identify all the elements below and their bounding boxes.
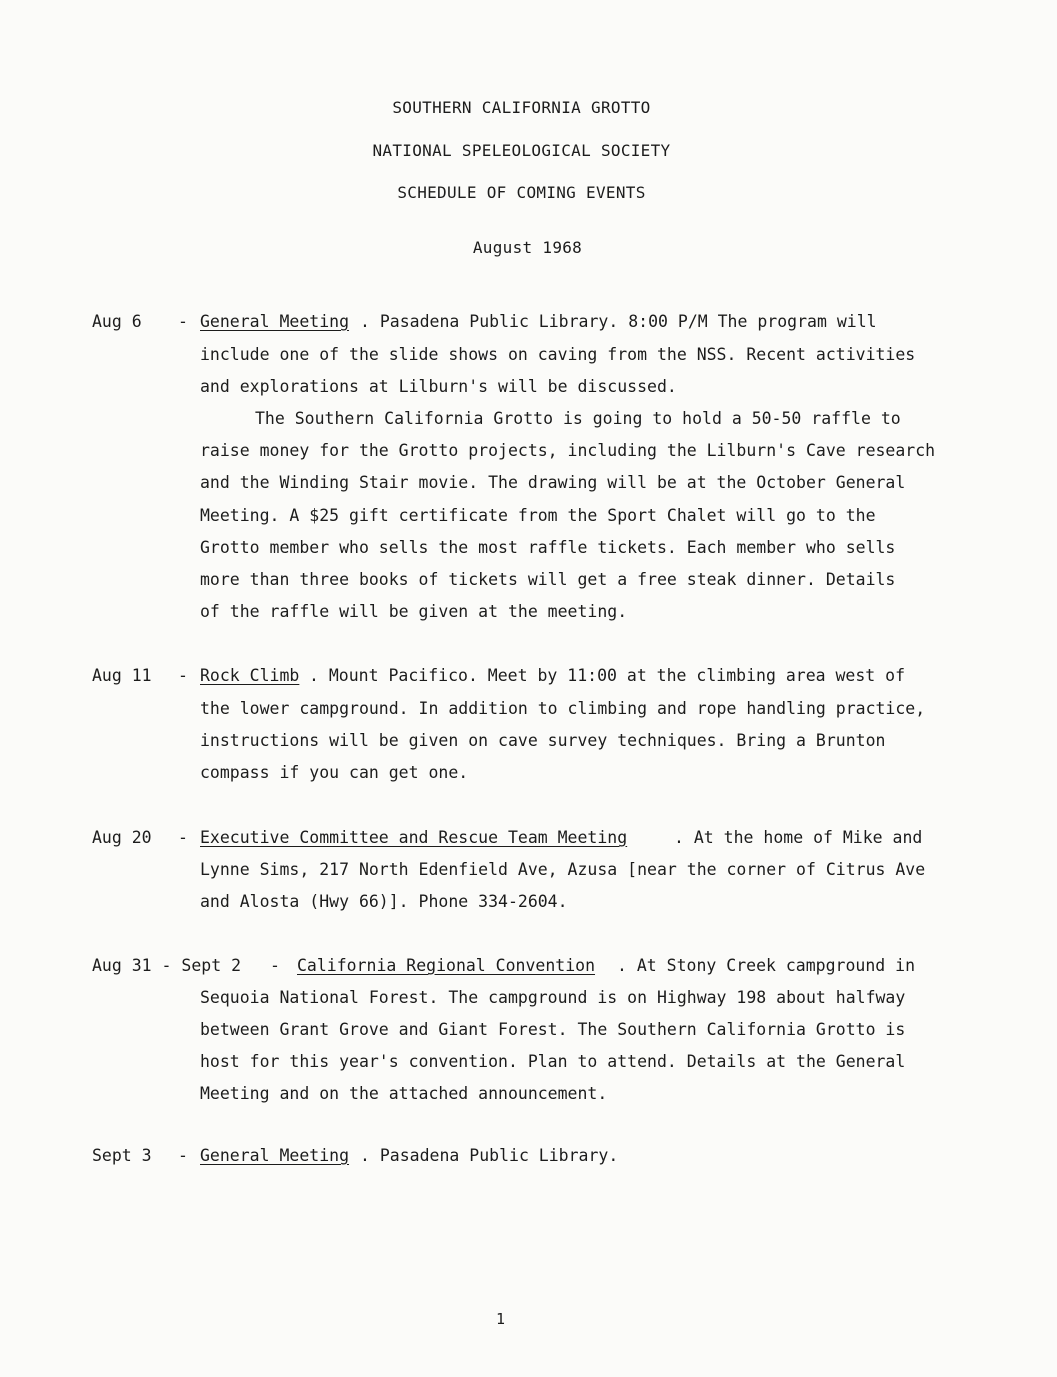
event-text-line: and the Winding Stair movie. The drawing will be at the October General — [200, 473, 906, 492]
event-text-line: . Pasadena Public Library. 8:00 P/M The program will — [360, 312, 877, 331]
event-date: Aug 20 — [92, 828, 152, 847]
event-text-line: . Pasadena Public Library. — [360, 1146, 619, 1165]
event-text-line: of the raffle will be given at the meeting. — [200, 602, 628, 621]
event-text-line: instructions will be given on cave survey techniques. Bring a Brunton — [200, 731, 886, 750]
event-title: Executive Committee and Rescue Team Meeting — [200, 828, 628, 847]
event-dash: - — [178, 1146, 188, 1165]
event-text-line: . At the home of Mike and — [674, 828, 923, 847]
event-text-line: Grotto member who sells the most raffle tickets. Each member who sells — [200, 538, 896, 557]
event-text-line: Lynne Sims, 217 North Edenfield Ave, Azusa [near the corner of Citrus Ave — [200, 860, 926, 879]
event-text-line: more than three books of tickets will get a free steak dinner. Details — [200, 570, 896, 589]
event-title: California Regional Convention — [297, 956, 596, 975]
event-title: General Meeting — [200, 1146, 350, 1165]
event-text-line: The Southern California Grotto is going to hold a 50-50 raffle to — [255, 409, 901, 428]
event-text-line: between Grant Grove and Giant Forest. The Southern California Grotto is — [200, 1020, 906, 1039]
event-text-line: compass if you can get one. — [200, 763, 469, 782]
event-text-line: . Mount Pacifico. Meet by 11:00 at the climbing area west of — [309, 666, 906, 685]
event-text-line: and Alosta (Hwy 66)]. Phone 334-2604. — [200, 892, 568, 911]
event-text-line: Meeting and on the attached announcement. — [200, 1084, 608, 1103]
header-schedule-title: SCHEDULE OF COMING EVENTS — [397, 183, 646, 202]
event-dash: - — [178, 312, 188, 331]
event-text-line: Sequoia National Forest. The campground is on Highway 198 about halfway — [200, 988, 906, 1007]
event-text-line: raise money for the Grotto projects, including the Lilburn's Cave research — [200, 441, 936, 460]
header-month: August 1968 — [472, 238, 583, 257]
event-text-line: the lower campground. In addition to climbing and rope handling practice, — [200, 699, 926, 718]
event-date: Aug 31 - Sept 2 — [92, 956, 242, 975]
event-date: Aug 11 — [92, 666, 152, 685]
header-society: NATIONAL SPELEOLOGICAL SOCIETY — [372, 141, 671, 160]
page-number: 1 — [496, 1310, 506, 1328]
event-title: General Meeting — [200, 312, 350, 331]
header-organization: SOUTHERN CALIFORNIA GROTTO — [392, 98, 651, 117]
event-date: Sept 3 — [92, 1146, 152, 1165]
event-dash: - — [178, 666, 188, 685]
event-text-line: . At Stony Creek campground in — [617, 956, 916, 975]
event-text-line: and explorations at Lilburn's will be discussed. — [200, 377, 677, 396]
event-date: Aug 6 — [92, 312, 142, 331]
event-dash: - — [178, 828, 188, 847]
event-text-line: Meeting. A $25 gift certificate from the Sport Chalet will go to the — [200, 506, 876, 525]
event-text-line: host for this year's convention. Plan to attend. Details at the General — [200, 1052, 906, 1071]
event-text-line: include one of the slide shows on caving from the NSS. Recent activities — [200, 345, 916, 364]
event-dash: - — [270, 956, 280, 975]
event-title: Rock Climb — [200, 666, 300, 685]
